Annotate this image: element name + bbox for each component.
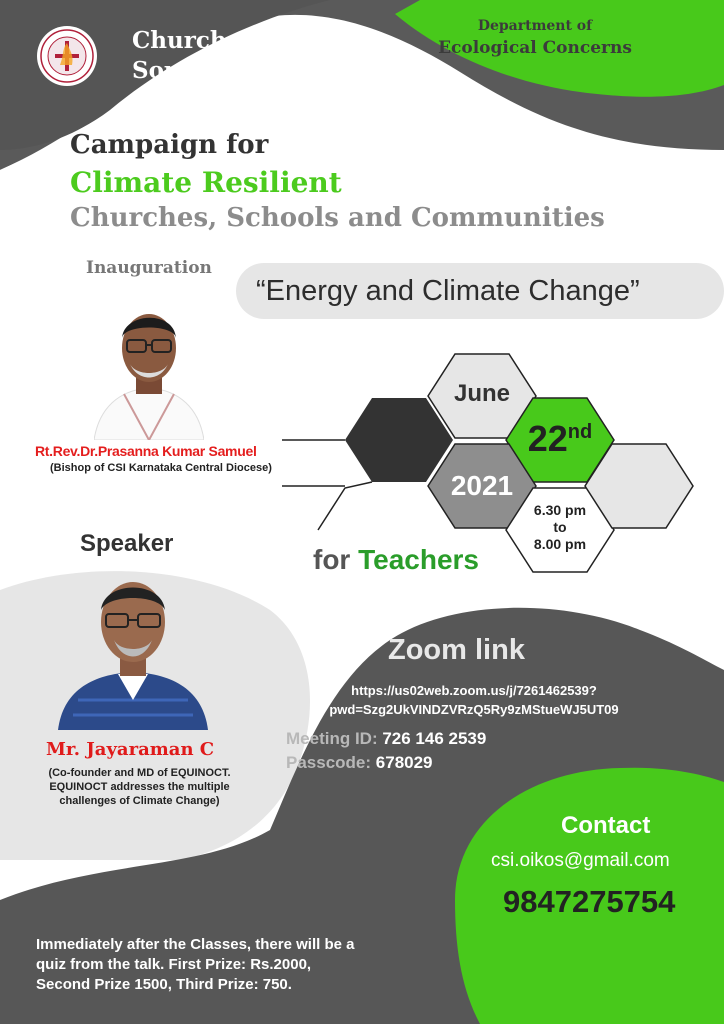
quiz-note-line2: quiz from the talk. First Prize: Rs.2000, — [36, 956, 312, 973]
audience-prefix: for — [313, 544, 351, 575]
zoom-heading: Zoom link — [388, 634, 525, 666]
topic-title: “Energy and Climate Change” — [256, 275, 640, 307]
inauguration-label: Inauguration — [86, 258, 212, 278]
zoom-url-line1[interactable]: https://us02web.zoom.us/j/7261462539? — [351, 683, 597, 698]
quiz-note-line3: Second Prize 1500, Third Prize: 750. — [36, 976, 292, 993]
passcode-row — [286, 751, 486, 775]
csi-logo — [36, 25, 98, 87]
audience-group: Teachers — [358, 544, 479, 575]
event-day-number: 22 — [527, 418, 568, 459]
department-line2: Ecological Concerns — [438, 38, 632, 58]
event-time-to-word: to — [553, 519, 567, 535]
event-day — [506, 418, 614, 460]
inaugurator-name: Rt.Rev.Dr.Prasanna Kumar Samuel — [35, 443, 257, 459]
speaker-heading: Speaker — [80, 530, 174, 557]
speaker-desc-line1: (Co-founder and MD of EQUINOCT. — [48, 767, 231, 779]
contact-heading: Contact — [561, 812, 651, 839]
event-year: 2021 — [450, 470, 514, 501]
meeting-id-value: 726 146 2539 — [382, 729, 487, 748]
meeting-details — [286, 727, 486, 775]
speaker-photo — [58, 570, 208, 730]
quiz-note — [36, 935, 426, 995]
audience-label — [313, 544, 479, 576]
event-month: June — [453, 380, 510, 407]
event-day-suffix: nd — [567, 421, 593, 443]
zoom-url-line2[interactable]: pwd=Szg2UkVINDZVRzQ5Ry9zMStueWJ5UT09 — [329, 702, 619, 717]
event-time — [506, 502, 614, 553]
department-line1: Department of — [477, 18, 593, 34]
meeting-id-label: Meeting ID: — [286, 729, 378, 748]
passcode-value: 678029 — [375, 753, 433, 772]
org-name — [132, 26, 322, 86]
topic-pill — [236, 263, 724, 319]
contact-email[interactable]: csi.oikos@gmail.com — [491, 850, 670, 871]
campaign-line3: Churches, Schools and Communities — [70, 203, 605, 233]
speaker-desc-line3: challenges of Climate Change) — [59, 795, 220, 807]
hex-outline-partial — [318, 482, 372, 530]
speaker-description — [12, 766, 267, 808]
org-name-line2: South India — [132, 57, 284, 84]
inaugurator-role: (Bishop of CSI Karnataka Central Diocese) — [50, 462, 272, 474]
zoom-link[interactable] — [288, 681, 660, 719]
passcode-label: Passcode: — [286, 753, 372, 772]
org-name-line1: Church of — [132, 27, 260, 54]
meeting-id-row — [286, 727, 486, 751]
hex-connector — [282, 440, 345, 486]
quiz-note-line1: Immediately after the Classes, there will be a — [36, 936, 355, 953]
campaign-line2: Climate Resilient — [70, 166, 342, 199]
speaker-desc-line2: EQUINOCT addresses the multiple — [49, 781, 230, 793]
event-time-from: 6.30 pm — [533, 502, 587, 518]
speaker-name: Mr. Jayaraman C — [46, 739, 215, 760]
bishop-photo — [94, 290, 204, 440]
contact-phone[interactable]: 9847275754 — [503, 884, 676, 919]
department-label — [430, 16, 640, 60]
event-time-to: 8.00 pm — [533, 536, 587, 552]
campaign-line1: Campaign for — [70, 130, 269, 160]
